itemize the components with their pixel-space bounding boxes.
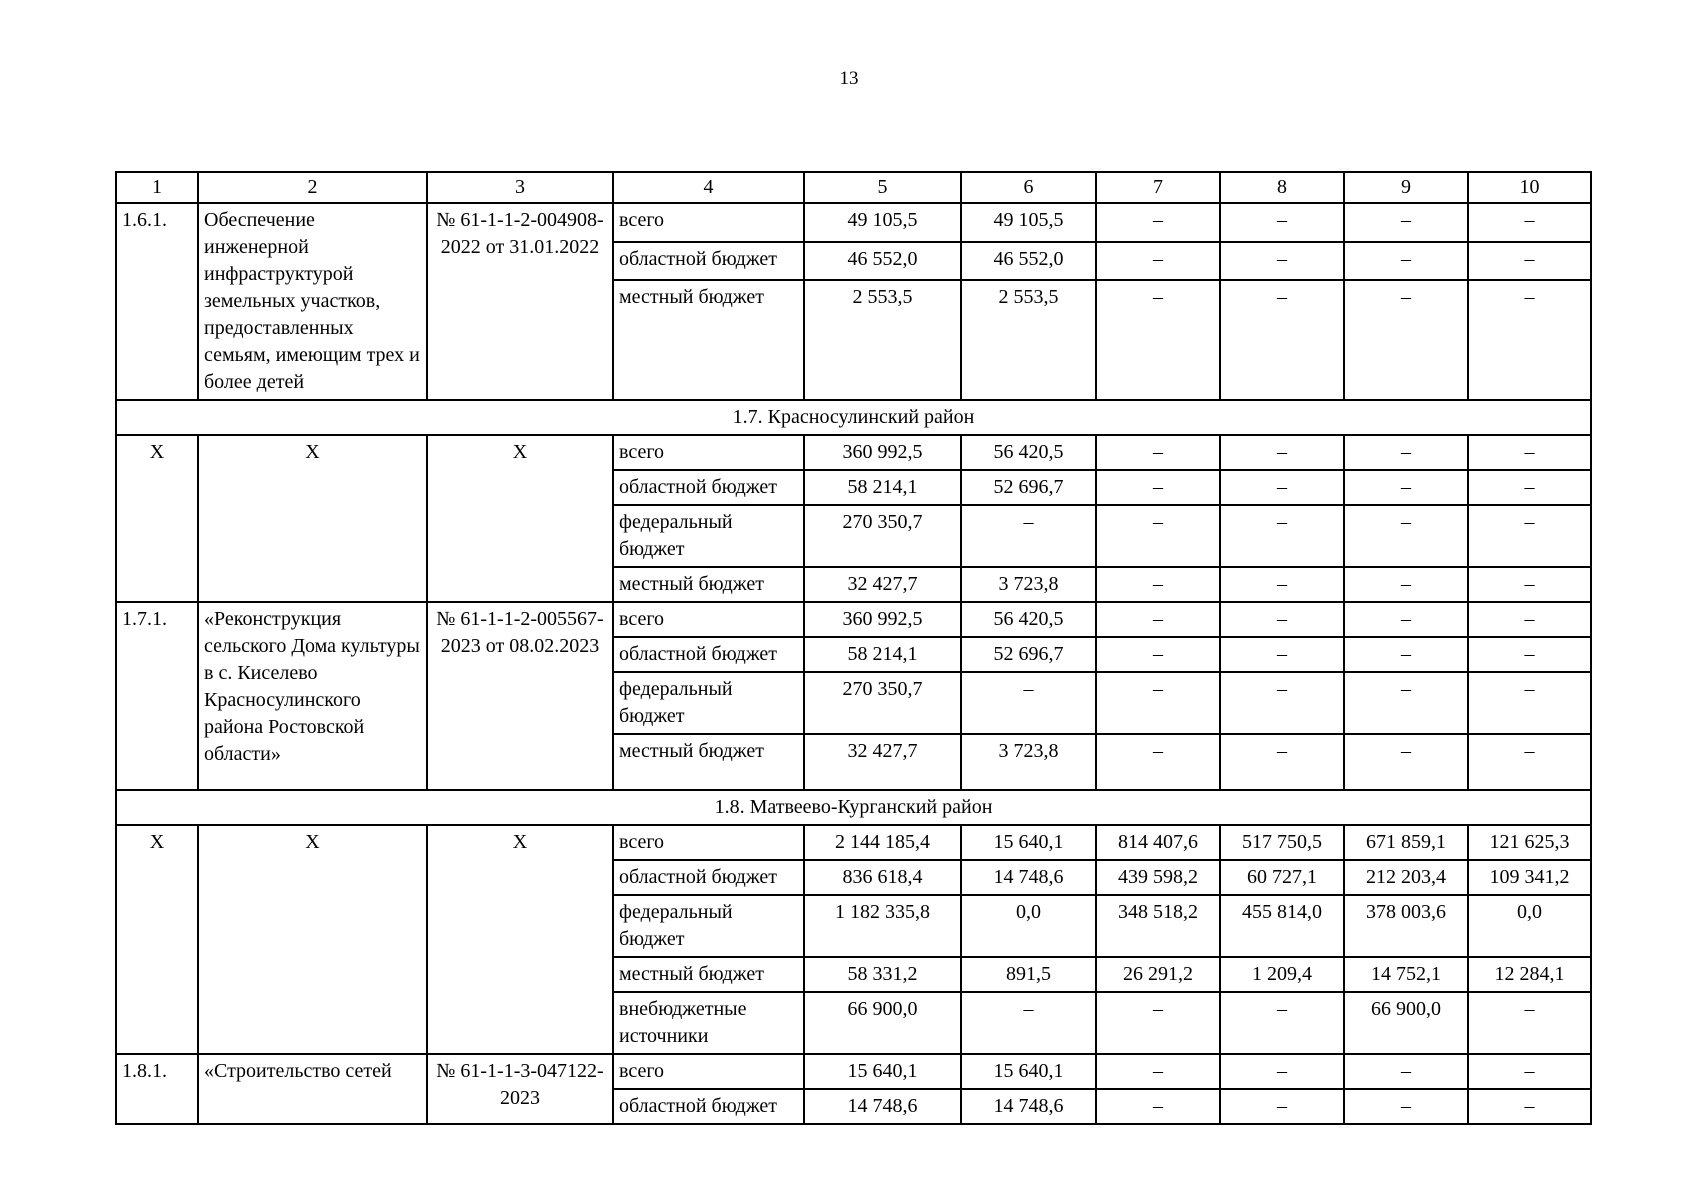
value-cell: – — [1096, 992, 1220, 1054]
item-code: 1.8.1. — [116, 1054, 198, 1124]
page-number: 13 — [839, 68, 859, 89]
value-cell: – — [1468, 734, 1591, 790]
value-cell: – — [1096, 505, 1220, 567]
value-cell: – — [1344, 470, 1468, 505]
value-cell: 26 291,2 — [1096, 957, 1220, 992]
funding-source: областной бюджет — [613, 470, 804, 505]
value-cell: 1 209,4 — [1220, 957, 1344, 992]
value-cell: – — [1344, 242, 1468, 281]
value-cell: 439 598,2 — [1096, 860, 1220, 895]
value-cell: 891,5 — [961, 957, 1096, 992]
value-cell: 14 748,6 — [961, 860, 1096, 895]
value-cell: 0,0 — [961, 895, 1096, 957]
value-cell: 66 900,0 — [804, 992, 961, 1054]
item-name: Обеспечение инженерной инфраструктурой земельных участков, предоставленных семьям, имеющим трех и более детей — [198, 203, 427, 400]
value-cell: – — [1096, 470, 1220, 505]
table-row — [116, 1054, 1591, 1089]
funding-source: внебюджетные источники — [613, 992, 804, 1054]
value-cell: – — [961, 672, 1096, 734]
value-cell: – — [1096, 242, 1220, 281]
value-cell: 1 182 335,8 — [804, 895, 961, 957]
value-cell: – — [961, 505, 1096, 567]
value-cell: 0,0 — [1468, 895, 1591, 957]
value-cell: 12 284,1 — [1468, 957, 1591, 992]
header-cell: 8 — [1220, 172, 1344, 203]
value-cell: – — [1344, 280, 1468, 400]
value-cell: – — [1220, 567, 1344, 602]
funding-source: всего — [613, 435, 804, 470]
section-title: 1.8. Матвеево-Курганский район — [116, 790, 1591, 825]
value-cell: 52 696,7 — [961, 637, 1096, 672]
value-cell: – — [1468, 602, 1591, 637]
section-row — [116, 790, 1591, 825]
value-cell: – — [1096, 567, 1220, 602]
value-cell: 14 748,6 — [961, 1089, 1096, 1124]
funding-source: федеральный бюджет — [613, 505, 804, 567]
item-code: 1.6.1. — [116, 203, 198, 400]
value-cell: – — [1344, 505, 1468, 567]
value-cell: – — [1468, 992, 1591, 1054]
value-cell: 15 640,1 — [961, 825, 1096, 860]
funding-source: местный бюджет — [613, 567, 804, 602]
value-cell: 58 214,1 — [804, 637, 961, 672]
header-cell: 1 — [116, 172, 198, 203]
funding-source: всего — [613, 203, 804, 242]
value-cell: 56 420,5 — [961, 602, 1096, 637]
header-cell: 4 — [613, 172, 804, 203]
value-cell: – — [1220, 602, 1344, 637]
item-code: 1.7.1. — [116, 602, 198, 790]
value-cell: – — [1220, 470, 1344, 505]
funding-source: всего — [613, 602, 804, 637]
header-cell: 10 — [1468, 172, 1591, 203]
value-cell: – — [1096, 280, 1220, 400]
value-cell: 348 518,2 — [1096, 895, 1220, 957]
value-cell: – — [961, 992, 1096, 1054]
item-name: «Реконструкция сельского Дома культуры в с. Киселево Красносулинского района Ростовской области» — [198, 602, 427, 790]
header-row — [116, 172, 1591, 203]
value-cell: – — [1220, 734, 1344, 790]
value-cell: – — [1344, 1054, 1468, 1089]
value-cell: – — [1220, 1089, 1344, 1124]
value-cell: 49 105,5 — [961, 203, 1096, 242]
value-cell: – — [1220, 203, 1344, 242]
funding-source: областной бюджет — [613, 242, 804, 281]
value-cell: – — [1468, 470, 1591, 505]
funding-source: областной бюджет — [613, 860, 804, 895]
table-body — [116, 172, 1591, 1124]
item-document: № 61-1-1-2-005567-2023 от 08.02.2023 — [427, 602, 613, 790]
header-cell: 5 — [804, 172, 961, 203]
value-cell: 58 331,2 — [804, 957, 961, 992]
value-cell: – — [1096, 734, 1220, 790]
item-code: Х — [116, 825, 198, 1054]
value-cell: – — [1220, 1054, 1344, 1089]
value-cell: – — [1344, 435, 1468, 470]
value-cell: – — [1344, 602, 1468, 637]
value-cell: 378 003,6 — [1344, 895, 1468, 957]
value-cell: 212 203,4 — [1344, 860, 1468, 895]
value-cell: 2 144 185,4 — [804, 825, 961, 860]
value-cell: 671 859,1 — [1344, 825, 1468, 860]
value-cell: 60 727,1 — [1220, 860, 1344, 895]
value-cell: – — [1468, 637, 1591, 672]
value-cell: 270 350,7 — [804, 672, 961, 734]
value-cell: 2 553,5 — [961, 280, 1096, 400]
table-row — [116, 602, 1591, 637]
section-title: 1.7. Красносулинский район — [116, 400, 1591, 435]
header-cell: 6 — [961, 172, 1096, 203]
header-cell: 2 — [198, 172, 427, 203]
item-document: № 61-1-1-2-004908-2022 от 31.01.2022 — [427, 203, 613, 400]
value-cell: 58 214,1 — [804, 470, 961, 505]
item-name: Х — [198, 435, 427, 602]
funding-source: местный бюджет — [613, 280, 804, 400]
value-cell: – — [1220, 637, 1344, 672]
value-cell: – — [1468, 672, 1591, 734]
value-cell: 814 407,6 — [1096, 825, 1220, 860]
section-row — [116, 400, 1591, 435]
value-cell: 32 427,7 — [804, 567, 961, 602]
header-cell: 9 — [1344, 172, 1468, 203]
value-cell: – — [1096, 637, 1220, 672]
value-cell: – — [1344, 203, 1468, 242]
value-cell: 14 748,6 — [804, 1089, 961, 1124]
funding-source: областной бюджет — [613, 1089, 804, 1124]
value-cell: 455 814,0 — [1220, 895, 1344, 957]
funding-source: федеральный бюджет — [613, 895, 804, 957]
funding-source: всего — [613, 1054, 804, 1089]
funding-source: областной бюджет — [613, 637, 804, 672]
value-cell: 360 992,5 — [804, 602, 961, 637]
value-cell: – — [1220, 505, 1344, 567]
value-cell: – — [1220, 435, 1344, 470]
table-row — [116, 203, 1591, 242]
value-cell: – — [1096, 1089, 1220, 1124]
value-cell: 15 640,1 — [804, 1054, 961, 1089]
value-cell: – — [1220, 280, 1344, 400]
value-cell: 2 553,5 — [804, 280, 961, 400]
item-document: № 61-1-1-3-047122-2023 — [427, 1054, 613, 1124]
header-cell: 3 — [427, 172, 613, 203]
value-cell: – — [1220, 992, 1344, 1054]
value-cell: 66 900,0 — [1344, 992, 1468, 1054]
value-cell: – — [1220, 672, 1344, 734]
value-cell: 49 105,5 — [804, 203, 961, 242]
value-cell: 270 350,7 — [804, 505, 961, 567]
value-cell: 109 341,2 — [1468, 860, 1591, 895]
value-cell: 121 625,3 — [1468, 825, 1591, 860]
value-cell: – — [1468, 435, 1591, 470]
item-document: Х — [427, 435, 613, 602]
value-cell: 14 752,1 — [1344, 957, 1468, 992]
value-cell: 360 992,5 — [804, 435, 961, 470]
value-cell: 32 427,7 — [804, 734, 961, 790]
value-cell: 517 750,5 — [1220, 825, 1344, 860]
table-row — [116, 825, 1591, 860]
value-cell: – — [1468, 567, 1591, 602]
value-cell: – — [1096, 435, 1220, 470]
value-cell: 46 552,0 — [961, 242, 1096, 281]
funding-source: местный бюджет — [613, 734, 804, 790]
value-cell: 46 552,0 — [804, 242, 961, 281]
item-name: Х — [198, 825, 427, 1054]
value-cell: – — [1344, 672, 1468, 734]
value-cell: 15 640,1 — [961, 1054, 1096, 1089]
value-cell: 3 723,8 — [961, 734, 1096, 790]
value-cell: – — [1096, 602, 1220, 637]
funding-source: федеральный бюджет — [613, 672, 804, 734]
value-cell: – — [1344, 1089, 1468, 1124]
value-cell: – — [1096, 203, 1220, 242]
item-code: Х — [116, 435, 198, 602]
value-cell: – — [1344, 567, 1468, 602]
value-cell: – — [1468, 1089, 1591, 1124]
table-row — [116, 435, 1591, 470]
value-cell: 52 696,7 — [961, 470, 1096, 505]
value-cell: – — [1220, 242, 1344, 281]
value-cell: 56 420,5 — [961, 435, 1096, 470]
value-cell: – — [1468, 505, 1591, 567]
value-cell: – — [1096, 1054, 1220, 1089]
value-cell: – — [1344, 734, 1468, 790]
item-name: «Строительство сетей — [198, 1054, 427, 1124]
value-cell: – — [1468, 242, 1591, 281]
value-cell: – — [1096, 672, 1220, 734]
value-cell: – — [1468, 1054, 1591, 1089]
budget-table — [115, 171, 1592, 1125]
value-cell: – — [1344, 637, 1468, 672]
item-document: Х — [427, 825, 613, 1054]
value-cell: 836 618,4 — [804, 860, 961, 895]
funding-source: местный бюджет — [613, 957, 804, 992]
value-cell: – — [1468, 203, 1591, 242]
value-cell: 3 723,8 — [961, 567, 1096, 602]
value-cell: – — [1468, 280, 1591, 400]
header-cell: 7 — [1096, 172, 1220, 203]
funding-source: всего — [613, 825, 804, 860]
